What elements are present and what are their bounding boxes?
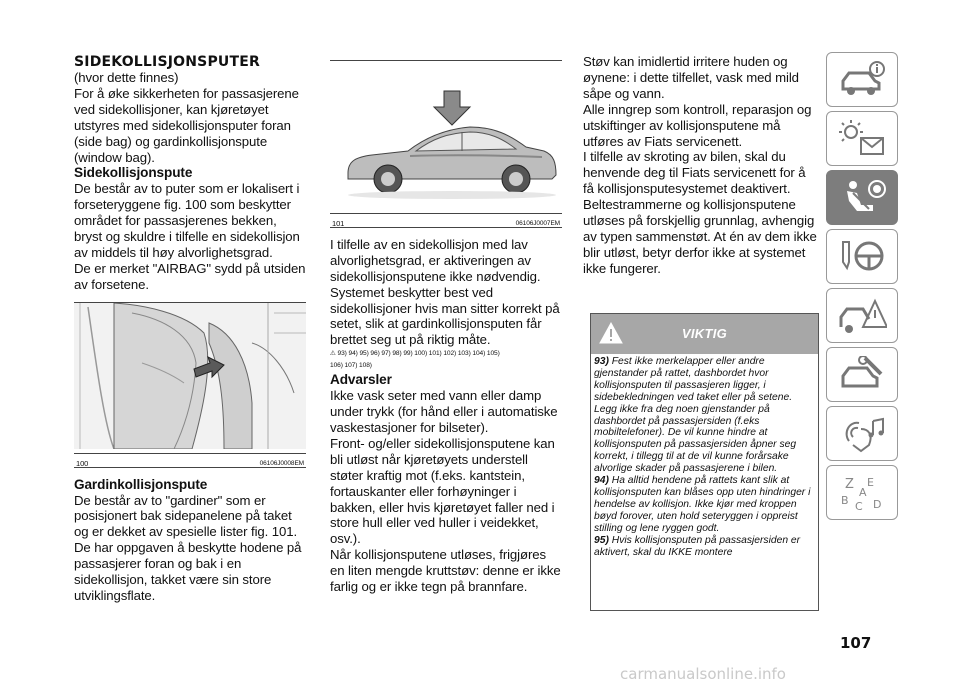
chapter-tabs [826, 52, 900, 524]
warning-triangle-icon: ⚠ [330, 350, 336, 358]
paragraph: Støv kan imidlertid irritere huden og øynene: i dette tilfellet, vask med mild såpe og vann. [583, 54, 799, 101]
paragraph: Systemet beskytter best ved sidekollisjoner hvis man sitter korrekt på setet, slik at gardinkollisjonsputen får brettet seg ut på riktig måte. [330, 284, 560, 348]
left-column [74, 54, 306, 604]
paragraph: Beltestrammerne og kollisjonsputene utløses på forskjellig grunnlag, avhengig av typen sammenstøt. At én av dem ikke blir utløst, betyr derfor ikke at systemet ikke fungerer. [583, 197, 817, 276]
svg-text:B: B [841, 494, 849, 507]
tab-car-info[interactable] [826, 52, 898, 107]
paragraph: I tilfelle av en sidekollisjon med lav alvorlighetsgrad, er aktiveringen av sidekollisjonsputene ikke nødvendig. [330, 236, 541, 284]
ref-number: 95) [594, 534, 609, 546]
paragraph: Alle inngrep som kontroll, reparasjon og utskiftinger av kollisjonsputene må utføres av Fiats servicenett. [583, 101, 812, 149]
radio-navigation-icon [839, 415, 887, 453]
section-title: SIDEKOLLISJONSPUTER [74, 54, 260, 70]
figure-code: 06106J0007EM [515, 219, 560, 227]
svg-text:A: A [859, 486, 867, 499]
tab-emergency[interactable] [826, 288, 898, 343]
ref-number: 94) [594, 475, 609, 487]
warning-text: Hvis kollisjonsputen på passasjersiden er aktivert, skal du IKKE montere [594, 534, 801, 558]
seat-airbag-icon [839, 179, 887, 217]
figure-100 [74, 302, 306, 468]
warning-body [591, 354, 818, 558]
key-steering-wheel-icon [839, 238, 887, 276]
warning-label: VIKTIG [681, 326, 728, 341]
figure-number: 100 [76, 458, 89, 468]
paragraph: For å øke sikkerheten for passasjerene ved sidekollisjoner, kan kjøretøyet utstyres med sidekollisjonsputer foran (side bag) og gardinkollisjonspute (window bag). [74, 85, 299, 165]
paragraph: De består av to puter som er lokalisert i forseteryggene fig. 100 som beskytter området for passasjerenes bekken, bryst og skuldre i tilfelle en sidekollisjon av middels til høy alvorlighetsgrad. [74, 181, 300, 260]
tab-safety[interactable] [826, 170, 898, 225]
seat-airbag-illustration [74, 303, 306, 449]
car-side-illustration [330, 61, 562, 209]
paragraph: De består av to "gardiner" som er posisjonert bak sidepanelene på taket og er dekket av spesielle lister fig. 101. [74, 492, 298, 540]
tab-dashboard-lights[interactable] [826, 111, 898, 166]
subheading: Advarsler [330, 372, 392, 388]
paragraph: De er merket "AIRBAG" sydd på utsiden av forsetene. [74, 260, 306, 292]
paragraph: I tilfelle av skroting av bilen, skal du henvende deg til Fiats servicenett for å få kollisjonsputesystemet deaktivert. [583, 149, 806, 197]
figure-101 [330, 60, 562, 228]
tab-multimedia[interactable] [826, 406, 898, 461]
tab-index[interactable] [826, 465, 898, 520]
refs-line: 106) 107) 108) [330, 362, 372, 370]
ref-number: 93) [594, 356, 609, 367]
svg-text:E: E [867, 476, 874, 489]
paragraph: Front- og/eller sidekollisjonsputene kan bli utløst når kjøretøyets understell støter kraftig mot (f.eks. kantstein, fortauskanter eller forhøyninger i bakken, eller hvis kjøretøyet faller ned i store hull eller ved huller i veidekket, osv.). [330, 435, 555, 547]
subheading: Gardinkollisjonspute [74, 476, 208, 492]
paragraph: (hvor dette finnes) [74, 70, 179, 85]
watermark: carmanualsonline.info [620, 665, 786, 683]
warning-box [590, 313, 819, 611]
svg-text:Z: Z [845, 477, 854, 492]
refs-line: 93) 94) 95) 96) 97) 98) 99) 100) 101) 102) 103) 104) 105) [337, 350, 500, 358]
subheading: Sidekollisjonspute [74, 165, 193, 181]
warning-text: Ha alltid hendene på rattets kant slik at kollisjonsputen kan blåses opp uten hindringer i hendelse av kollisjon. Ikke kjør med kroppen bøyd forover, uten hold seteryggen i oppreist stilling og lene ryggen godt. [594, 475, 811, 534]
alphabetical-index-icon [839, 474, 887, 512]
warning-header [591, 314, 818, 354]
right-column [583, 54, 819, 277]
car-info-icon [839, 61, 887, 99]
tab-maintenance[interactable] [826, 347, 898, 402]
figure-number: 101 [332, 218, 345, 228]
svg-text:C: C [855, 500, 863, 512]
svg-text:D: D [873, 498, 882, 511]
paragraph: Ikke vask seter med vann eller damp under trykk (for hånd eller i automatiske vaskestasjoner for bilseter). [330, 388, 558, 435]
warning-refs [330, 348, 562, 360]
paragraph: De har oppgaven å beskytte hodene på passasjerer foran og bak i en sidekollisjon, takket være sin store utviklingsflate. [74, 540, 302, 603]
figure-code: 06106J0008EM [259, 459, 304, 467]
tab-starting-driving[interactable] [826, 229, 898, 284]
service-wrench-icon [839, 356, 887, 394]
page-number: 107 [840, 634, 872, 652]
middle-column [330, 60, 562, 595]
paragraph: Når kollisjonsputene utløses, frigjøres en liten mengde kruttstøv: denne er ikke farlig og er ikke tegn på brannfare. [330, 547, 561, 595]
warning-breakdown-icon [839, 297, 887, 335]
warning-text: Fest ikke merkelapper eller andre gjenstander på rattet, dashbordet hvor kollisjonsputen til passasjeren ligger, i sidebekledningen ved taket eller på setene. Legg ikke fra deg noen gjenstander på dashbordet på passasjersiden (f.eks mobiltelefoner). De vil kunne hindre at kollisjonsputen på passasjersiden åpner seg korrekt, i tillegg til at de vil kunne forårsake alvorlige skader på passasjerene i bilen. [594, 356, 797, 475]
dashboard-lights-icon [839, 120, 887, 158]
